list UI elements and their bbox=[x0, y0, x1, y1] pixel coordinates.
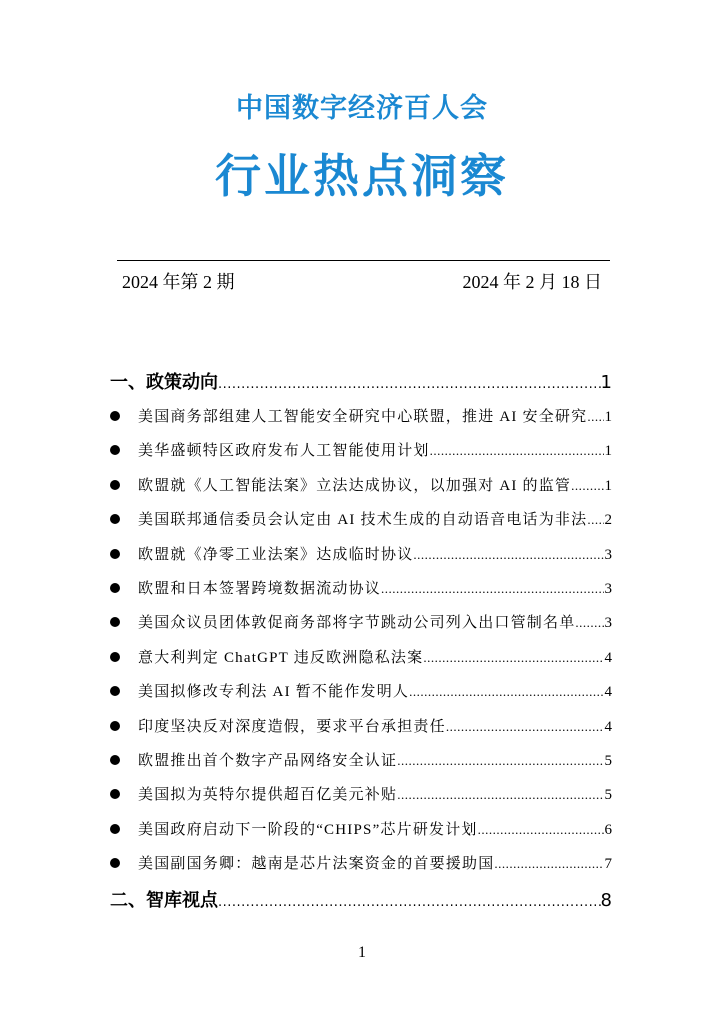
toc-item-label: 欧盟和日本签署跨境数据流动协议 bbox=[138, 580, 382, 597]
toc-page-number: 4 bbox=[604, 718, 612, 735]
bullet-icon bbox=[110, 652, 138, 662]
toc-item[interactable] bbox=[110, 469, 612, 503]
toc-item-label: 美国拟修改专利法 AI 暂不能作发明人 bbox=[138, 684, 410, 701]
bullet-icon bbox=[110, 755, 138, 765]
issue-date: 2024 年 2 月 18 日 bbox=[462, 272, 602, 292]
bullet-icon bbox=[110, 445, 138, 455]
toc-page-number: 6 bbox=[604, 821, 612, 838]
toc-item[interactable] bbox=[110, 538, 612, 572]
toc-page-number: 1 bbox=[600, 372, 612, 393]
organization-title: 中国数字经济百人会 bbox=[236, 93, 488, 124]
toc-leader bbox=[446, 710, 604, 744]
toc-leader bbox=[587, 400, 604, 434]
toc-item[interactable] bbox=[110, 847, 612, 881]
toc-leader bbox=[423, 641, 604, 675]
bullet-icon bbox=[110, 721, 138, 731]
toc-item-label: 美国政府启动下一阶段的“CHIPS”芯片研发计划 bbox=[138, 821, 478, 838]
toc-leader bbox=[397, 778, 604, 812]
toc-page-number: 4 bbox=[604, 684, 612, 701]
toc-page-number: 7 bbox=[604, 856, 612, 873]
toc-page-number: 5 bbox=[604, 752, 612, 769]
toc-leader bbox=[478, 813, 604, 847]
toc-item[interactable] bbox=[110, 813, 612, 847]
toc-page-number: 1 bbox=[604, 409, 612, 425]
toc-item[interactable] bbox=[110, 434, 612, 468]
toc-page-number: 3 bbox=[604, 580, 612, 597]
toc-leader bbox=[397, 744, 604, 778]
toc-item-label: 美国联邦通信委员会认定由 AI 技术生成的自动语音电话为非法 bbox=[138, 512, 588, 529]
table-of-contents bbox=[110, 365, 612, 918]
bullet-icon bbox=[110, 514, 138, 524]
toc-page-number: 1 bbox=[604, 443, 612, 460]
toc-item[interactable] bbox=[110, 606, 612, 640]
toc-item[interactable] bbox=[110, 400, 612, 434]
page-number: 1 bbox=[358, 944, 366, 961]
bullet-icon bbox=[110, 858, 138, 868]
toc-item[interactable] bbox=[110, 503, 612, 537]
toc-item-label: 美国商务部组建人工智能安全研究中心联盟，推进 AI 安全研究 bbox=[138, 409, 588, 425]
toc-page-number: 3 bbox=[604, 615, 612, 632]
toc-section-think-tank[interactable] bbox=[110, 883, 612, 918]
toc-item-label: 印度坚决反对深度造假，要求平台承担责任 bbox=[138, 718, 446, 735]
toc-page-number: 8 bbox=[600, 890, 612, 912]
toc-leader bbox=[218, 367, 601, 402]
bullet-icon bbox=[110, 824, 138, 834]
toc-leader bbox=[571, 469, 604, 503]
toc-leader bbox=[409, 675, 604, 709]
bullet-icon bbox=[110, 549, 138, 559]
bullet-icon bbox=[110, 617, 138, 627]
toc-page-number: 2 bbox=[604, 512, 612, 529]
toc-section-policy[interactable] bbox=[110, 365, 612, 400]
toc-item-label: 美华盛顿特区政府发布人工智能使用计划 bbox=[138, 443, 430, 460]
bullet-icon bbox=[110, 686, 138, 696]
toc-page-number: 1 bbox=[604, 477, 612, 494]
toc-leader bbox=[494, 847, 604, 881]
toc-leader bbox=[381, 572, 604, 606]
toc-item[interactable] bbox=[110, 778, 612, 812]
toc-leader bbox=[413, 538, 604, 572]
bullet-icon bbox=[110, 583, 138, 593]
toc-item[interactable] bbox=[110, 744, 612, 778]
header-divider bbox=[117, 260, 610, 261]
toc-section-label: 一、政策动向 bbox=[110, 372, 218, 393]
toc-leader bbox=[575, 606, 604, 640]
toc-item-label: 美国拟为英特尔提供超百亿美元补贴 bbox=[138, 787, 398, 804]
toc-item-label: 欧盟就《人工智能法案》立法达成协议，以加强对 AI 的监管 bbox=[138, 477, 572, 494]
toc-leader bbox=[587, 503, 604, 537]
toc-item[interactable] bbox=[110, 675, 612, 709]
bullet-icon bbox=[110, 789, 138, 799]
report-title: 行业热点洞察 bbox=[215, 149, 509, 203]
toc-item[interactable] bbox=[110, 710, 612, 744]
toc-page-number: 5 bbox=[604, 787, 612, 804]
toc-leader bbox=[430, 434, 604, 468]
toc-page-number: 3 bbox=[604, 546, 612, 563]
toc-page-number: 4 bbox=[604, 649, 612, 666]
toc-item-label: 欧盟推出首个数字产品网络安全认证 bbox=[138, 752, 398, 769]
toc-leader bbox=[218, 885, 601, 920]
toc-item[interactable] bbox=[110, 572, 612, 606]
bullet-icon bbox=[110, 480, 138, 490]
bullet-icon bbox=[110, 411, 138, 421]
toc-item[interactable] bbox=[110, 641, 612, 675]
toc-section-label: 二、智库视点 bbox=[110, 890, 218, 912]
issue-number: 2024 年第 2 期 bbox=[122, 272, 235, 292]
toc-item-label: 美国众议员团体敦促商务部将字节跳动公司列入出口管制名单 bbox=[138, 615, 576, 632]
toc-item-label: 欧盟就《净零工业法案》达成临时协议 bbox=[138, 546, 414, 563]
toc-item-label: 意大利判定 ChatGPT 违反欧洲隐私法案 bbox=[138, 649, 424, 666]
toc-item-label: 美国副国务卿：越南是芯片法案资金的首要援助国 bbox=[138, 856, 495, 873]
